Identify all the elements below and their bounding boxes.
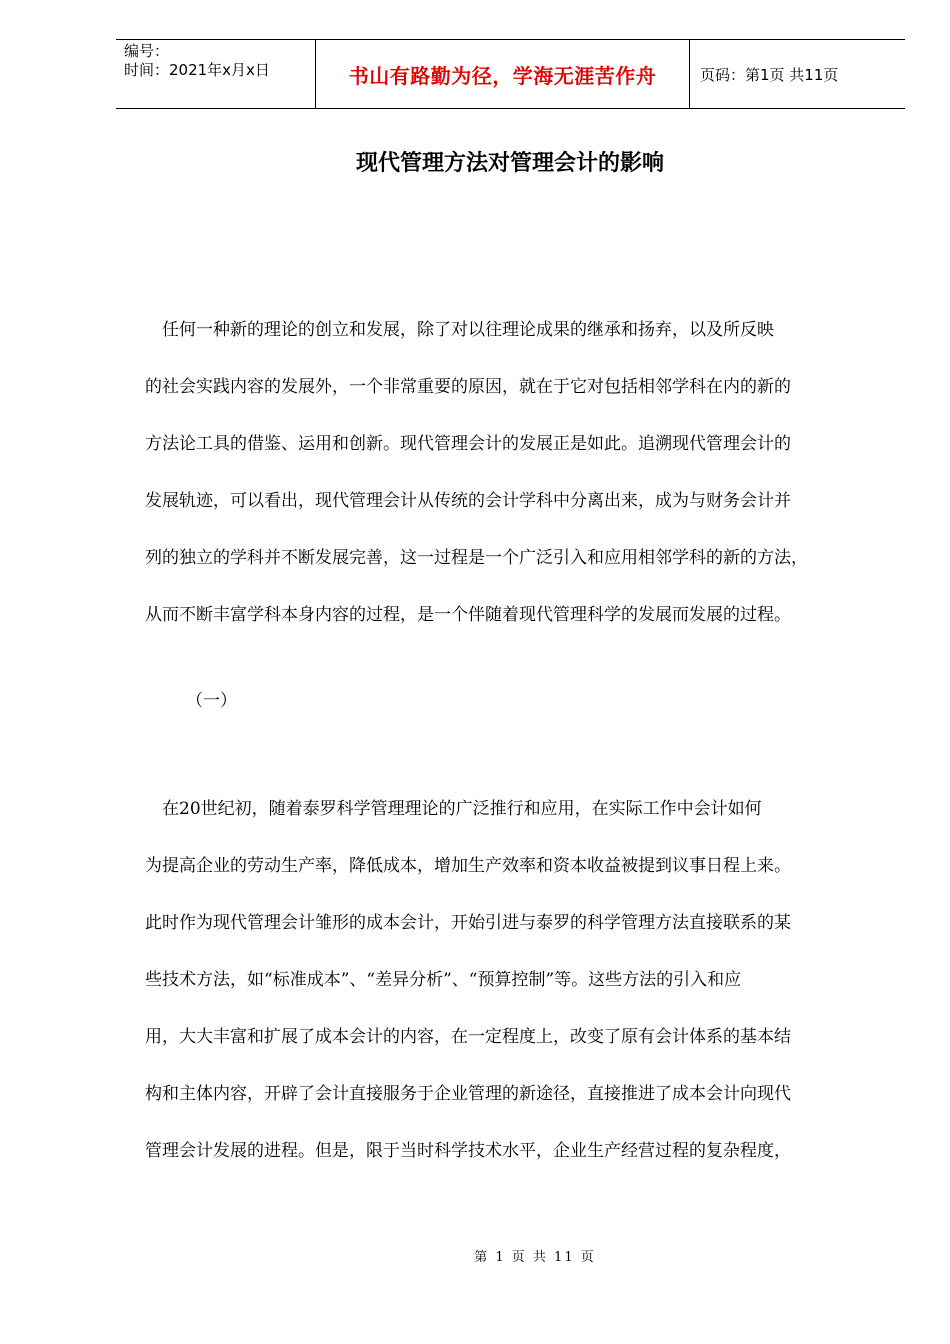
paragraph-line: 构和主体内容，开辟了会计直接服务于企业管理的新途径，直接推进了成本会计向现代 bbox=[145, 1084, 791, 1104]
paragraph-line: 此时作为现代管理会计雏形的成本会计，开始引进与泰罗的科学管理方法直接联系的某 bbox=[145, 913, 791, 933]
time-label: 时间：2021年x月x日 bbox=[124, 61, 270, 79]
paragraph-2 bbox=[145, 781, 877, 1180]
paragraph-line: 为提高企业的劳动生产率，降低成本，增加生产效率和资本收益被提到议事日程上来。 bbox=[145, 856, 791, 876]
paragraph-line: 在20世纪初，随着泰罗科学管理理论的广泛推行和应用，在实际工作中会计如何 bbox=[145, 799, 762, 819]
paragraph-line: 的社会实践内容的发展外，一个非常重要的原因，就在于它对包括相邻学科在内的新的 bbox=[145, 377, 791, 397]
serial-label: 编号： bbox=[124, 42, 170, 60]
paragraph-line: 管理会计发展的进程。但是，限于当时科学技术水平，企业生产经营过程的复杂程度， bbox=[145, 1141, 791, 1161]
section-heading: （一） bbox=[186, 691, 237, 711]
paragraph-line: 从而不断丰富学科本身内容的过程，是一个伴随着现代管理科学的发展而发展的过程。 bbox=[145, 605, 791, 625]
paragraph-line: 用，大大丰富和扩展了成本会计的内容，在一定程度上，改变了原有会计体系的基本结 bbox=[145, 1027, 791, 1047]
header-table bbox=[116, 39, 905, 109]
paragraph-line: 发展轨迹，可以看出，现代管理会计从传统的会计学科中分离出来，成为与财务会计并 bbox=[145, 491, 791, 511]
paragraph-line: 些技术方法，如“标准成本”、“差异分析”、“预算控制”等。这些方法的引入和应 bbox=[145, 970, 742, 990]
paragraph-line: 任何一种新的理论的创立和发展，除了对以往理论成果的继承和扬弃，以及所反映 bbox=[145, 320, 774, 340]
document-title: 现代管理方法对管理会计的影响 bbox=[355, 151, 664, 176]
paragraph-line: 方法论工具的借鉴、运用和创新。现代管理会计的发展正是如此。追溯现代管理会计的 bbox=[145, 434, 791, 454]
paragraph-line: 列的独立的学科并不断发展完善，这一过程是一个广泛引入和应用相邻学科的新的方法， bbox=[145, 548, 808, 568]
paragraph-1 bbox=[145, 302, 877, 644]
page-footer: 第 1 页 共 11 页 bbox=[474, 1250, 596, 1265]
header-motto: 书山有路勤为径，学海无涯苦作舟 bbox=[316, 40, 690, 108]
header-page-info: 页码：第1页 共11页 bbox=[700, 65, 839, 84]
header-meta-cell bbox=[116, 40, 316, 108]
